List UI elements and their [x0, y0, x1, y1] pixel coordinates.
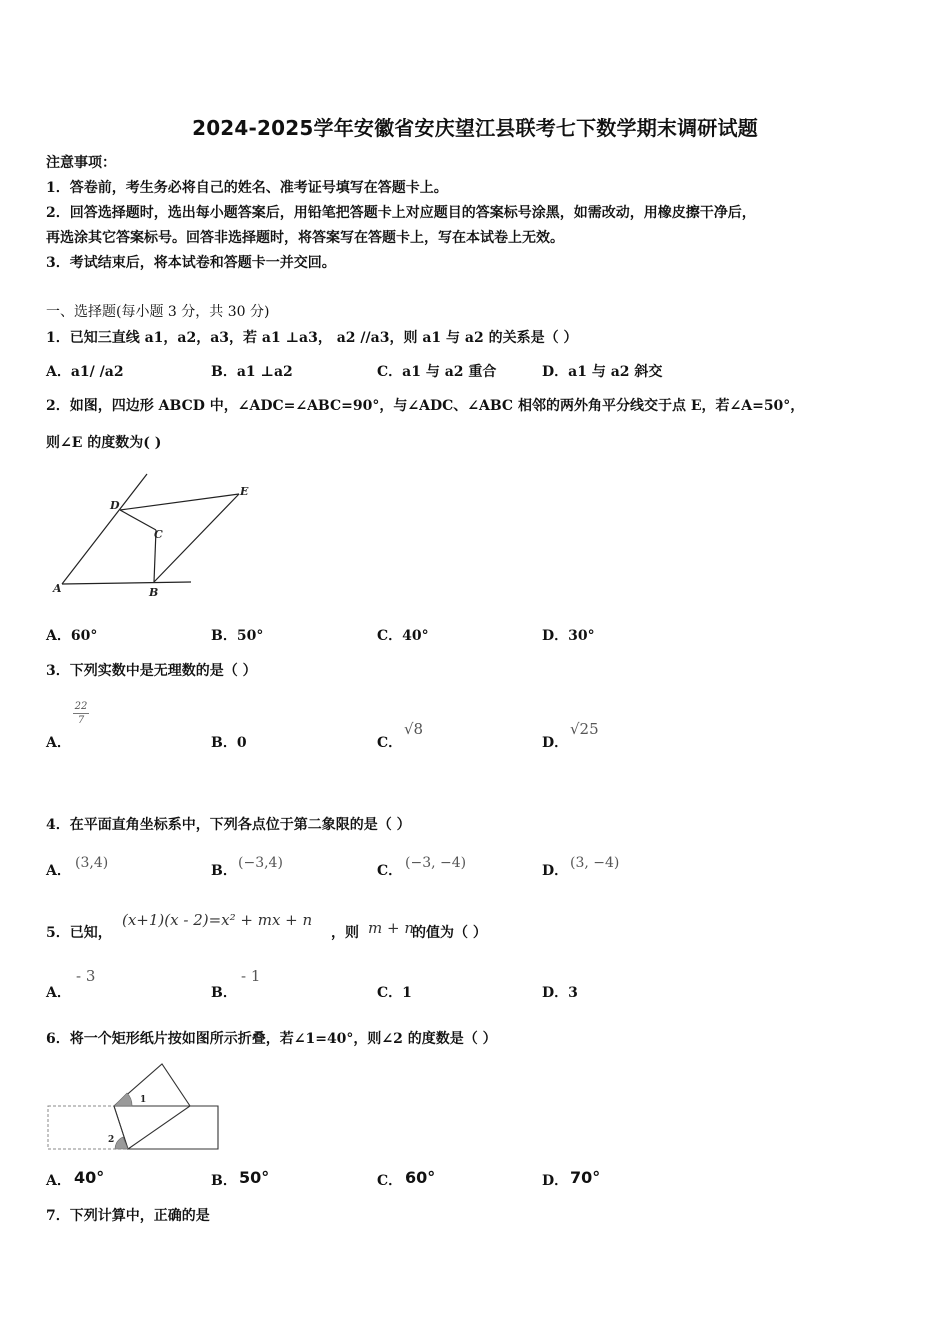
- figure-line-ab-extended: [62, 582, 191, 584]
- figure-line-dc: [120, 510, 156, 530]
- q3-option-b: B．0: [211, 735, 247, 751]
- q6-option-d-value: 70°: [570, 1168, 601, 1187]
- figure-label-c: C: [154, 528, 163, 541]
- q5-option-d: D．3: [542, 985, 578, 1001]
- q5-option-a-label: A．: [46, 985, 71, 1001]
- q6-option-a-label: A．: [46, 1173, 71, 1189]
- q6-option-c-label: C．: [377, 1173, 403, 1189]
- q1-option-d: D．a1 与 a2 斜交: [542, 364, 663, 380]
- q4-option-b-math: (−3,4): [238, 855, 283, 871]
- question-2-stem-line-2: 则∠E 的度数为( ): [46, 435, 162, 451]
- q1-option-c: C．a1 与 a2 重合: [377, 364, 497, 380]
- question-4-stem: 4．在平面直角坐标系中，下列各点位于第二象限的是（ ）: [46, 817, 411, 833]
- notice-item-1: 1．答卷前，考生务必将自己的姓名、准考证号填写在答题卡上。: [46, 180, 448, 196]
- notice-item-2-line-1: 2．回答选择题时，选出每小题答案后，用铅笔把答题卡上对应题目的答案标号涂黑，如需改动，用橡皮擦干净后，: [46, 205, 756, 221]
- notice-heading: 注意事项：: [46, 155, 116, 171]
- question-3-stem: 3．下列实数中是无理数的是（ ）: [46, 663, 257, 679]
- question-2-stem-line-1: 2．如图，四边形 ABCD 中，∠ADC=∠ABC=90°，与∠ADC、∠ABC 相邻的两外角平分线交于点 E，若∠A=50°，: [46, 398, 805, 414]
- q4-option-b-label: B．: [211, 863, 237, 879]
- q5-option-b-label: B．: [211, 985, 237, 1001]
- question-5-suffix: 的值为（ ）: [412, 925, 487, 941]
- q5-option-c: C．1: [377, 985, 412, 1001]
- section-heading: 一、选择题(每小题 3 分，共 30 分): [46, 304, 270, 320]
- figure-label-b: B: [149, 586, 159, 599]
- figure-line-be: [154, 494, 239, 582]
- q6-option-c-value: 60°: [405, 1168, 436, 1187]
- notice-item-2-line-2: 再选涂其它答案标号。回答非选择题时，将答案写在答题卡上，写在本试卷上无效。: [46, 230, 564, 246]
- q6-option-d-label: D．: [542, 1173, 569, 1189]
- q4-option-d-label: D．: [542, 863, 569, 879]
- q2-option-d: D．30°: [542, 628, 595, 644]
- q3-option-c-math: √8: [404, 720, 424, 738]
- q4-option-a-math: (3,4): [75, 855, 109, 871]
- figure-line-ad-extended: [62, 474, 147, 584]
- figure-line-de: [120, 494, 239, 510]
- q4-option-c-label: C．: [377, 863, 403, 879]
- page-title: 2024-2025学年安徽省安庆望江县联考七下数学期末调研试题: [192, 116, 758, 140]
- q1-option-a: A．a1/ /a2: [46, 364, 124, 380]
- q3-option-d-math: √25: [570, 720, 599, 738]
- q4-option-d-math: (3, −4): [570, 855, 620, 871]
- q5-option-a-math: - 3: [76, 967, 96, 985]
- q3-fraction-denominator: 7: [77, 715, 85, 726]
- question-5-equation: (x+1)(x - 2)=x² + mx + n: [122, 911, 313, 929]
- notice-item-3: 3．考试结束后，将本试卷和答题卡一并交回。: [46, 255, 336, 271]
- q1-option-b: B．a1 ⊥a2: [211, 364, 293, 380]
- q5-option-b-math: - 1: [241, 967, 261, 985]
- figure-label-angle-1: 1: [140, 1095, 147, 1105]
- question-5-middle: ，则: [331, 925, 359, 941]
- quadrilateral-figure: [44, 468, 254, 603]
- question-5-prefix: 5．已知，: [46, 925, 112, 941]
- q3-fraction-numerator: 22: [74, 701, 88, 712]
- q6-option-a-value: 40°: [74, 1168, 105, 1187]
- q2-option-a: A．60°: [46, 628, 98, 644]
- q4-option-c-math: (−3, −4): [405, 855, 467, 871]
- q3-option-a-label: A．: [46, 735, 71, 751]
- question-1-stem: 1．已知三直线 a1，a2，a3，若 a1 ⊥a3， a2 //a3，则 a1 与 a2 的关系是（ ）: [46, 330, 578, 346]
- question-7-stem: 7．下列计算中，正确的是: [46, 1208, 210, 1224]
- figure-label-angle-2: 2: [108, 1135, 115, 1145]
- q3-option-a-fraction: [73, 701, 89, 726]
- q6-option-b-label: B．: [211, 1173, 237, 1189]
- q3-option-d-label: D．: [542, 735, 569, 751]
- q2-option-b: B．50°: [211, 628, 264, 644]
- figure-label-a: A: [53, 582, 62, 595]
- question-5-expression: m + n: [368, 919, 414, 937]
- q2-option-c: C．40°: [377, 628, 429, 644]
- folded-rectangle-figure: [44, 1060, 224, 1154]
- q4-option-a-label: A．: [46, 863, 71, 879]
- question-6-stem: 6．将一个矩形纸片按如图所示折叠，若∠1=40°，则∠2 的度数是（ ）: [46, 1031, 497, 1047]
- q3-fraction-bar: [73, 713, 89, 714]
- q6-option-b-value: 50°: [239, 1168, 270, 1187]
- figure-label-e: E: [240, 485, 249, 498]
- figure-label-d: D: [110, 499, 120, 512]
- q3-option-c-label: C．: [377, 735, 403, 751]
